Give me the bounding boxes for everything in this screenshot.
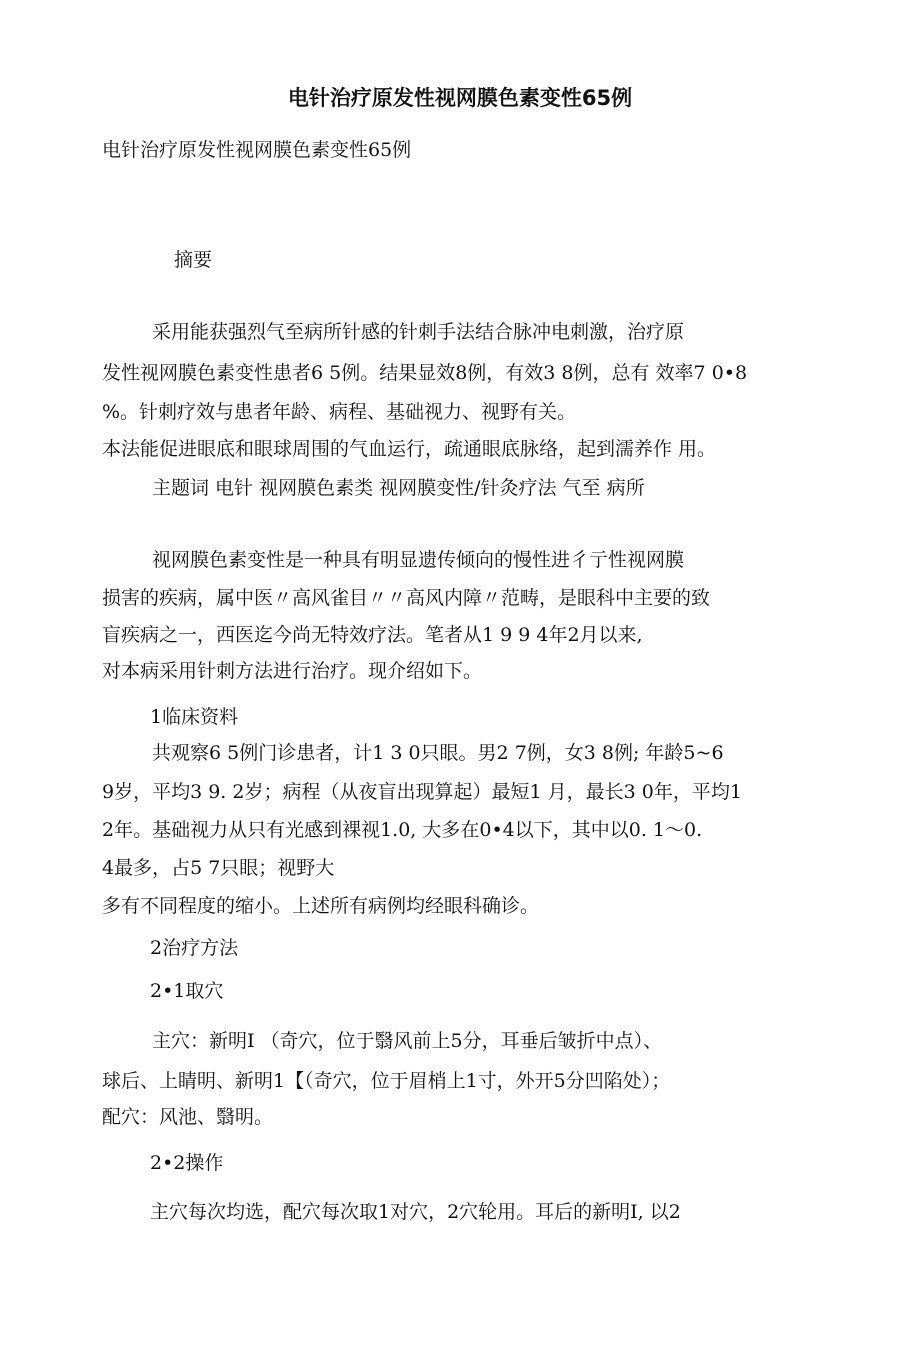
document-subtitle: 电针治疗原发性视网膜色素变性65例 bbox=[102, 139, 412, 161]
section2-1-line: 主穴：新明I （奇穴，位于翳风前上5分，耳垂后皱折中点）、 bbox=[152, 1030, 663, 1052]
section1-line: 多有不同程度的缩小。上述所有病例均经眼科确诊。 bbox=[102, 895, 540, 917]
section1-line: 2年。基础视力从只有光感到裸视1.0, 大多在0•4以下，其中以0. 1〜0. bbox=[102, 819, 703, 841]
section2-2-line: 主穴每次均选，配穴每次取1对穴，2穴轮用。耳后的新明I, 以2 bbox=[150, 1201, 681, 1223]
intro-line: 损害的疾病，属中医〃高风雀目〃〃高风内障〃范畴，是眼科中主要的致 bbox=[102, 587, 711, 609]
intro-line: 盲疾病之一，西医迄今尚无特效疗法。笔者从1 9 9 4年2月以来, bbox=[102, 624, 643, 646]
section-heading: 1临床资料 bbox=[150, 706, 239, 728]
intro-line: 视网膜色素变性是一种具有明显遗传倾向的慢性进彳亍性视网膜 bbox=[152, 549, 685, 571]
abstract-line: 发性视网膜色素变性患者6 5例。结果显效8例，有效3 8例，总有 效率7 0•8 bbox=[102, 362, 748, 384]
abstract-line: 采用能获强烈气至病所针感的针刺手法结合脉冲电刺激，治疗原 bbox=[152, 321, 685, 343]
subsection-heading: 2•1取穴 bbox=[150, 980, 224, 1002]
section-heading: 2治疗方法 bbox=[150, 937, 239, 959]
section1-line: 9岁，平均3 9. 2岁；病程（从夜盲出现算起）最短1 月，最长3 0年，平均1 bbox=[102, 781, 742, 803]
document-title: 电针治疗原发性视网膜色素变性65例 bbox=[287, 86, 633, 110]
keywords: 主题词 电针 视网膜色素类 视网膜变性/针灸疗法 气至 病所 bbox=[152, 477, 645, 499]
section1-line: 共观察6 5例门诊患者，计1 3 0只眼。男2 7例，女3 8例; 年龄5~6 bbox=[152, 742, 724, 764]
section1-line: 4最多，占5 7只眼；视野大 bbox=[102, 857, 335, 879]
abstract-heading: 摘要 bbox=[174, 249, 213, 271]
abstract-line: %。针刺疗效与患者年龄、病程、基础视力、视野有关。 bbox=[102, 401, 577, 423]
section2-1-line: 配穴：风池、翳明。 bbox=[102, 1106, 274, 1128]
section2-1-line: 球后、上睛明、新明1【（奇穴，位于眉梢上1寸，外开5分凹陷处）； bbox=[102, 1070, 671, 1092]
abstract-line: 本法能促进眼底和眼球周围的气血运行，疏通眼底脉络，起到濡养作 用。 bbox=[102, 438, 717, 460]
subsection-heading: 2•2操作 bbox=[150, 1152, 224, 1174]
intro-line: 对本病采用针刺方法进行治疗。现介绍如下。 bbox=[102, 660, 483, 682]
